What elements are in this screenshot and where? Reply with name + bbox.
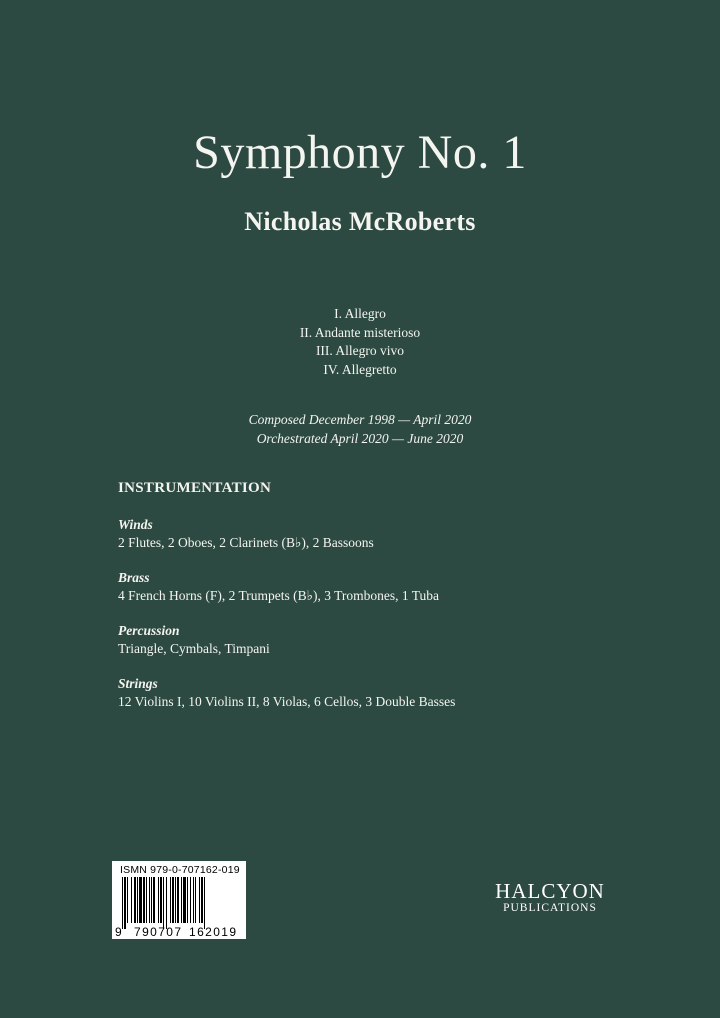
barcode-bar [172, 877, 174, 923]
barcode-bar [199, 877, 200, 923]
barcode-bar [134, 877, 136, 923]
instrumentation-block [118, 480, 638, 728]
barcode-digits-left: 790707 [134, 925, 183, 939]
movement-item: III. Allegro vivo [315, 343, 405, 358]
barcode-bars [112, 877, 246, 939]
barcode-bar [122, 877, 123, 929]
movement-item: IV. Allegretto [323, 361, 397, 377]
section-name: Brass [118, 570, 150, 585]
barcode-bar [177, 877, 179, 923]
section-instruments: 2 Flutes, 2 Oboes, 2 Clarinets (B♭), 2 Bassoons [118, 535, 374, 550]
section-instruments: 4 French Horns (F), 2 Trumpets (B♭), 3 Trombones, 1 Tuba [118, 588, 440, 603]
barcode-bar [201, 877, 203, 923]
barcode-bar [163, 877, 164, 929]
instrumentation-heading: INSTRUMENTATION [118, 480, 272, 496]
barcode-bar [181, 877, 182, 923]
section-name: Percussion [118, 623, 180, 638]
barcode-bar [195, 877, 196, 923]
barcode-bar [149, 877, 150, 923]
barcode-bar [143, 877, 145, 923]
barcode-bar [146, 877, 147, 923]
barcode [112, 861, 246, 939]
section-strings [118, 675, 638, 711]
score-title: Symphony No. 1 [193, 126, 527, 179]
movement-item: II. Andante misterioso [299, 324, 421, 340]
composition-dates [0, 410, 720, 448]
barcode-bar [127, 877, 128, 923]
barcode-bar [170, 877, 171, 923]
barcode-digit-first: 9 [115, 925, 122, 939]
barcode-digits-right: 162019 [189, 925, 238, 939]
barcode-bar [187, 877, 188, 923]
barcode-bar [175, 877, 176, 923]
movement-item: I. Allegro [334, 306, 386, 321]
barcode-bar [193, 877, 194, 923]
publisher-name: HALCYON [495, 879, 605, 903]
barcode-bar [190, 877, 191, 923]
section-instruments: 12 Violins I, 10 Violins II, 8 Violas, 6 Cellos, 3 Double Basses [118, 694, 456, 709]
barcode-bar [204, 877, 205, 929]
publisher-logo [480, 880, 620, 915]
barcode-bar [137, 877, 138, 923]
section-winds [118, 516, 638, 552]
barcode-bar [124, 877, 126, 929]
barcode-bar [151, 877, 152, 923]
barcode-bar [183, 877, 186, 923]
section-instruments: Triangle, Cymbals, Timpani [118, 641, 270, 656]
composer-name: Nicholas McRoberts [244, 207, 476, 236]
section-percussion [118, 622, 638, 658]
section-brass [118, 569, 638, 605]
barcode-bar [166, 877, 167, 929]
isbn-number: ISMN 979-0-707162-019 [120, 864, 240, 876]
barcode-bar [153, 877, 155, 923]
section-name: Strings [118, 676, 158, 691]
publisher-subtitle: PUBLICATIONS [503, 902, 597, 914]
barcode-bar [139, 877, 142, 923]
barcode-bar [131, 877, 132, 923]
barcode-bar [158, 877, 159, 923]
section-name: Winds [118, 517, 153, 532]
barcode-bar [160, 877, 162, 923]
composed-dates: Composed December 1998 — April 2020 [248, 412, 472, 427]
orchestrated-dates: Orchestrated April 2020 — June 2020 [256, 431, 464, 446]
movement-list [0, 305, 720, 379]
